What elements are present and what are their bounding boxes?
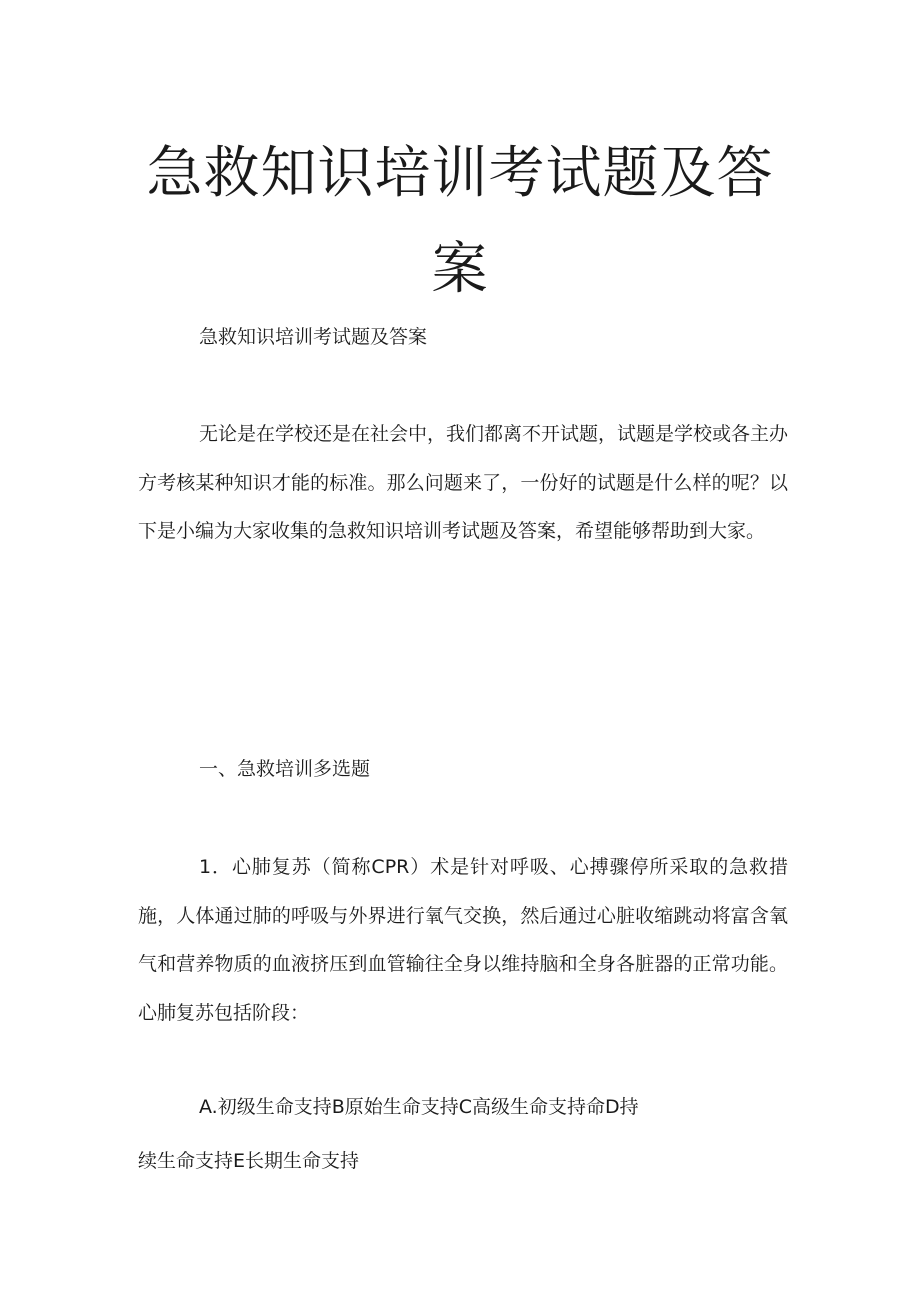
question-1-options-line-1: A.初级生命支持B原始生命支持C高级生命支持命D持 — [199, 1096, 639, 1118]
intro-paragraph: 无论是在学校还是在社会中，我们都离不开试题，试题是学校或各主办方考核某种知识才能的标准。那么问题来了，一份好的试题是什么样的呢？以下是小编为大家收集的急救知识培训考试题及答案，希望能够帮助到大家。 — [138, 423, 789, 542]
document-subtitle: 急救知识培训考试题及答案 — [199, 326, 428, 348]
question-1: 1．心肺复苏（简称CPR）术是针对呼吸、心搏骤停所采取的急救措施，人体通过肺的呼吸与外界进行氧气交换，然后通过心脏收缩跳动将富含氧气和营养物质的血液挤压到血管输往全身以维持脑和全身各脏器的正常功能。心肺复苏包括阶段： — [138, 856, 788, 1024]
section-heading: 一、急救培训多选题 — [199, 758, 371, 780]
question-1-options-line-2: 续生命支持E长期生命支持 — [138, 1150, 360, 1172]
document-title-line-1: 急救知识培训考试题及答 — [146, 141, 774, 206]
document-title-line-2: 案 — [431, 237, 489, 302]
